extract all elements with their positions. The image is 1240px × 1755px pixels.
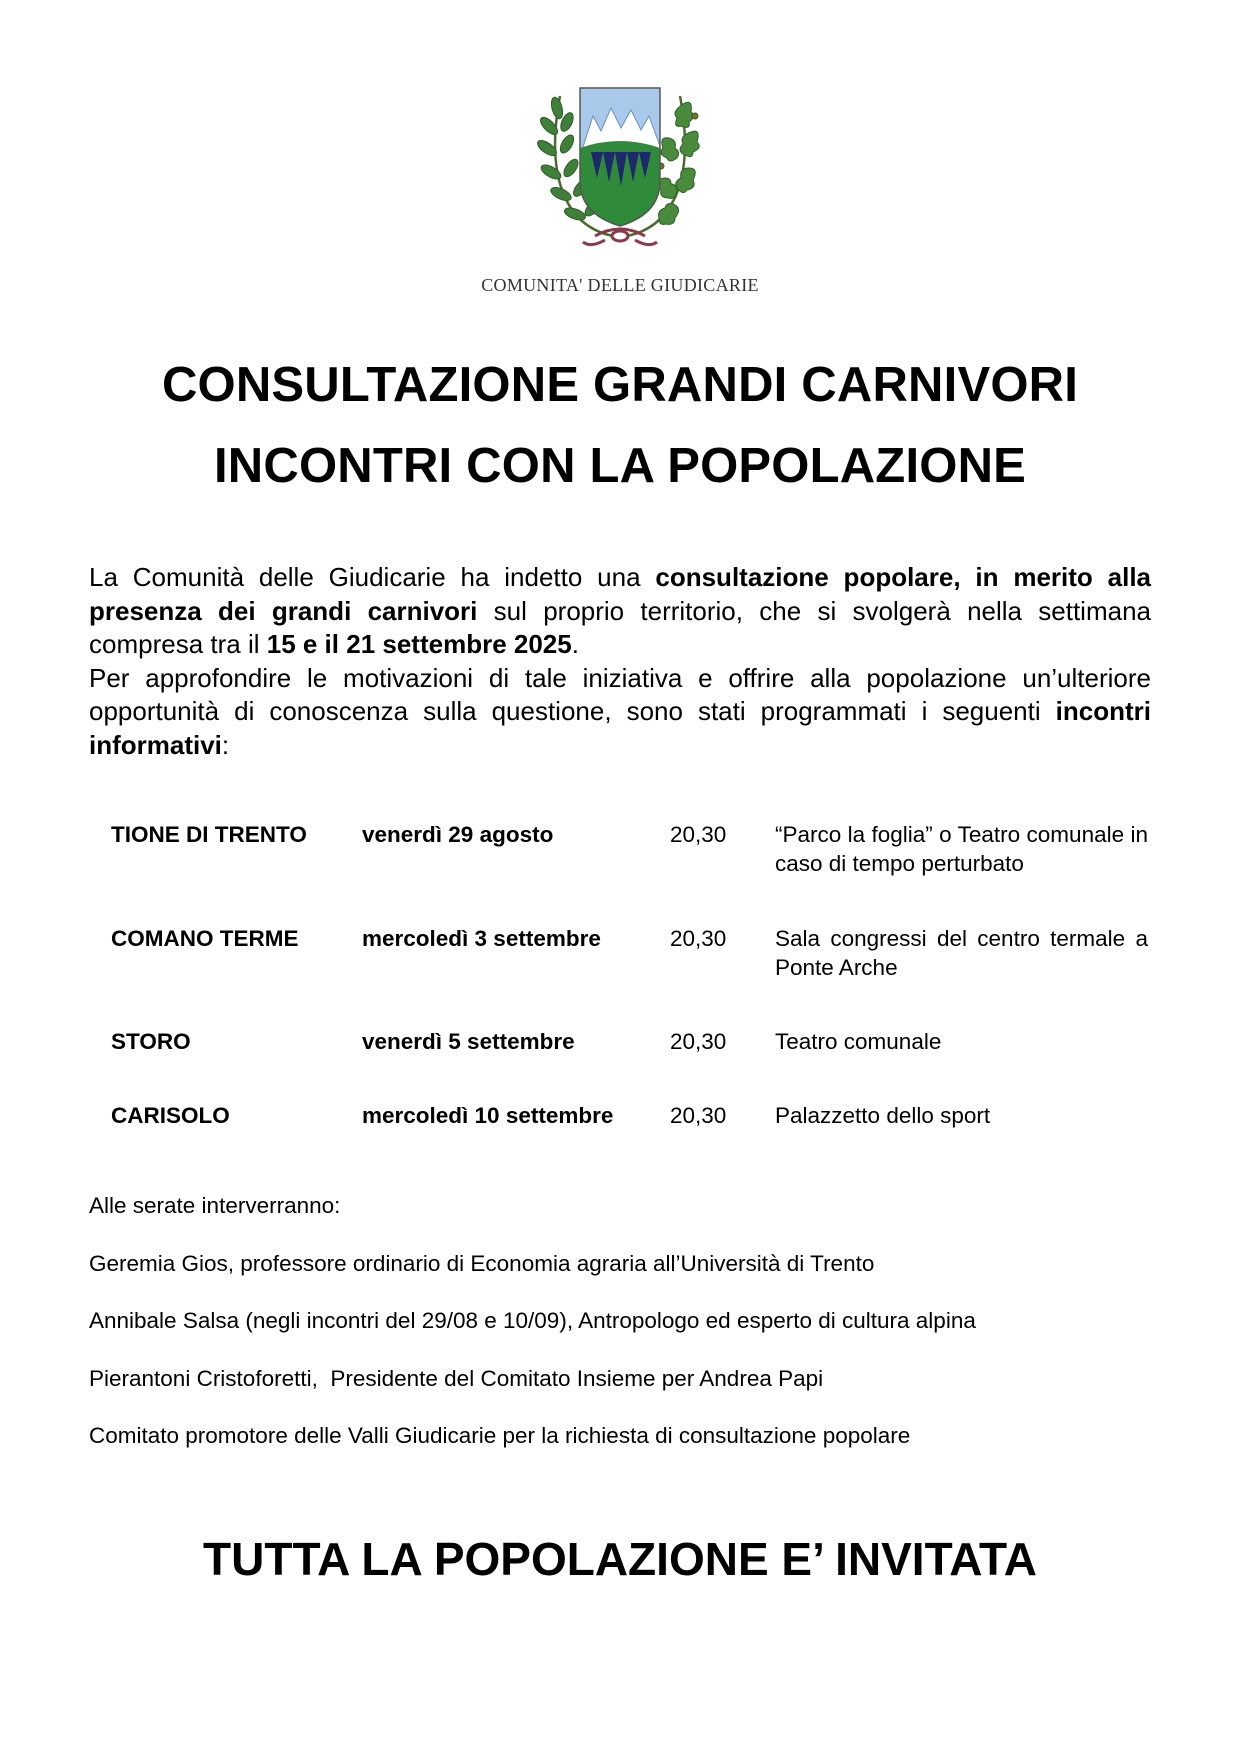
meeting-date: venerdì 29 agosto xyxy=(362,822,554,847)
meeting-town: TIONE DI TRENTO xyxy=(111,822,307,847)
meeting-town: CARISOLO xyxy=(111,1103,230,1128)
intro-text xyxy=(89,561,1151,762)
meeting-time: 20,30 xyxy=(670,1029,727,1054)
speaker-item: Annibale Salsa (negli incontri del 29/08 e 10/09), Antropologo ed esperto di cultura alpina xyxy=(89,1308,976,1333)
meeting-place: Sala congressi del centro termale a Ponte Arche xyxy=(775,926,1148,980)
meeting-place: “Parco la foglia” o Teatro comunale in caso di tempo perturbato xyxy=(775,822,1148,876)
logo-caption: COMUNITA' DELLE GIUDICARIE xyxy=(481,275,759,295)
coat-of-arms-emblem xyxy=(525,86,715,256)
meeting-time: 20,30 xyxy=(670,926,727,951)
speaker-item: Comitato promotore delle Valli Giudicarie per la richiesta di consultazione popolare xyxy=(89,1423,911,1448)
meeting-date: mercoledì 10 settembre xyxy=(362,1103,614,1128)
meeting-place: Teatro comunale xyxy=(775,1029,942,1054)
meeting-date: mercoledì 3 settembre xyxy=(362,926,601,951)
meeting-time: 20,30 xyxy=(670,822,727,847)
meeting-town: STORO xyxy=(111,1029,191,1054)
invitation-banner: TUTTA LA POPOLAZIONE E’ INVITATA xyxy=(203,1533,1037,1585)
intro-paragraph-2: Per approfondire le motivazioni di tale iniziativa e offrire alla popolazione un’ulteriore opportunità di conoscenza sulla questione, sono stati programmati i seguenti incontri informativi: xyxy=(89,662,1151,760)
ribbon-icon xyxy=(583,229,657,245)
meeting-date: venerdì 5 settembre xyxy=(362,1029,575,1054)
speakers-heading: Alle serate interverranno: xyxy=(89,1193,341,1218)
speaker-item: Pierantoni Cristoforetti, Presidente del Comitato Insieme per Andrea Papi xyxy=(89,1366,824,1391)
meeting-town: COMANO TERME xyxy=(111,926,299,951)
logo xyxy=(0,86,1240,256)
speaker-item: Geremia Gios, professore ordinario di Economia agraria all’Università di Trento xyxy=(89,1251,875,1276)
page-title: CONSULTAZIONE GRANDI CARNIVORI xyxy=(161,358,1079,412)
intro-paragraph-1: La Comunità delle Giudicarie ha indetto una consultazione popolare, in merito alla presenza dei grandi carnivori sul proprio territorio, che si svolgerà nella settimana compresa tra il 15 e il 21 settembre 2025. xyxy=(89,562,1152,659)
meeting-place: Palazzetto dello sport xyxy=(775,1103,991,1128)
meeting-time: 20,30 xyxy=(670,1103,727,1128)
page-subtitle: INCONTRI CON LA POPOLAZIONE xyxy=(213,439,1027,493)
